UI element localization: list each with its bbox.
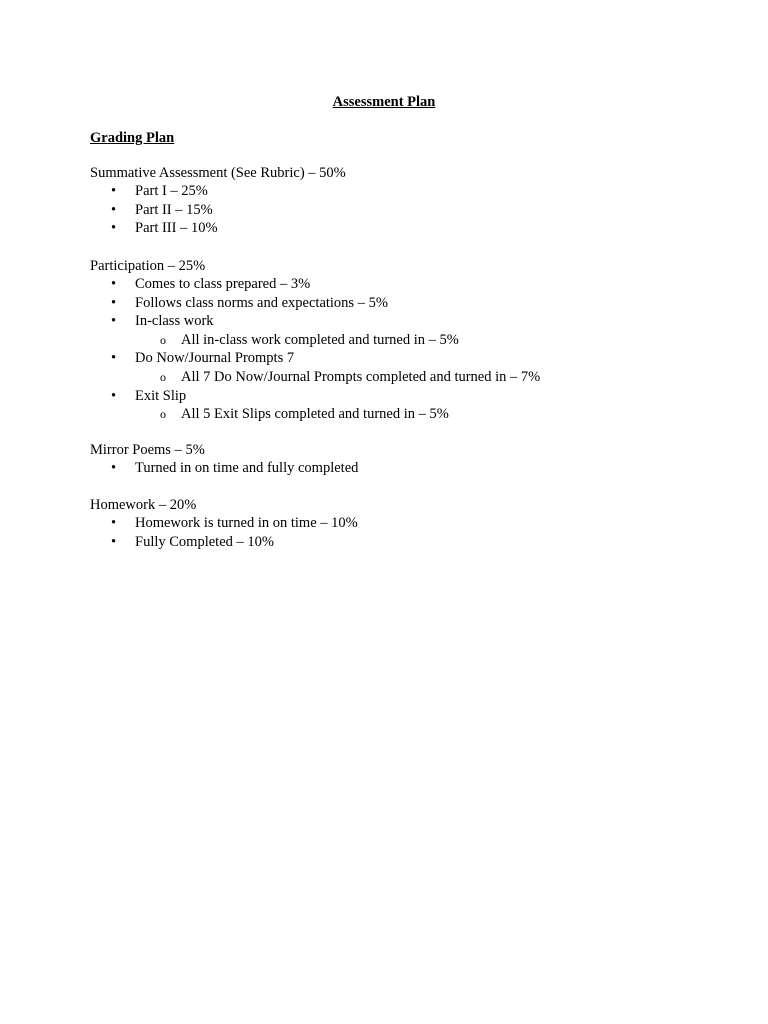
sub-list-item-text: All 5 Exit Slips completed and turned in – 5% [181, 406, 449, 423]
list-item [90, 312, 710, 331]
sub-list-item [90, 331, 710, 350]
circle-bullet-icon: o [160, 407, 166, 422]
bullet-icon: • [111, 350, 117, 367]
circle-bullet-icon: o [160, 369, 166, 384]
list-item [90, 182, 710, 201]
sub-list-item [90, 368, 710, 387]
section-heading: Homework – 20% [90, 497, 197, 513]
sub-list-item-text: All 7 Do Now/Journal Prompts completed and turned in – 7% [181, 368, 541, 385]
bullet-icon: • [111, 460, 117, 476]
bullet-icon: • [111, 201, 117, 218]
list-item [90, 275, 710, 294]
sub-list-item-text: All in-class work completed and turned in – 5% [181, 331, 459, 348]
section-homework [90, 496, 710, 551]
bullet-icon: • [111, 220, 117, 237]
list-item-text: Part III – 10% [135, 220, 218, 237]
bullet-icon: • [111, 276, 117, 292]
list-item-text: In-class work [135, 313, 214, 330]
list-item [90, 459, 710, 478]
list-item [90, 349, 710, 368]
bullet-icon: • [111, 515, 117, 531]
list-item [90, 387, 710, 406]
circle-bullet-icon: o [160, 332, 166, 347]
list-item-text: Part II – 15% [135, 201, 213, 218]
list-item-text: Homework is turned in on time – 10% [135, 515, 358, 531]
list-item-text: Exit Slip [135, 387, 187, 404]
bullet-icon: • [111, 294, 117, 311]
section-heading: Mirror Poems – 5% [90, 442, 205, 458]
section-heading: Participation – 25% [90, 258, 206, 274]
list-item-text: Turned in on time and fully completed [135, 460, 359, 476]
document-subtitle: Grading Plan [90, 130, 175, 146]
document-title: Assessment Plan [332, 94, 436, 110]
list-item-text: Follows class norms and expectations – 5% [135, 294, 388, 311]
list-item-text: Fully Completed – 10% [135, 533, 274, 550]
list-item-text: Part I – 25% [135, 183, 208, 199]
list-item-text: Do Now/Journal Prompts 7 [135, 350, 295, 367]
sub-list-item [90, 405, 710, 424]
bullet-icon: • [111, 313, 117, 330]
list-item-text: Comes to class prepared – 3% [135, 276, 311, 292]
list-item [90, 514, 710, 533]
section-participation [90, 257, 710, 424]
list-item [90, 219, 710, 238]
list-item [90, 533, 710, 552]
section-heading: Summative Assessment (See Rubric) – 50% [90, 165, 346, 181]
bullet-icon: • [111, 387, 117, 404]
list-item [90, 294, 710, 313]
section-summative-assessment [90, 164, 710, 238]
bullet-icon: • [111, 533, 117, 550]
bullet-icon: • [111, 183, 117, 199]
section-mirror-poems [90, 441, 710, 478]
list-item [90, 201, 710, 220]
